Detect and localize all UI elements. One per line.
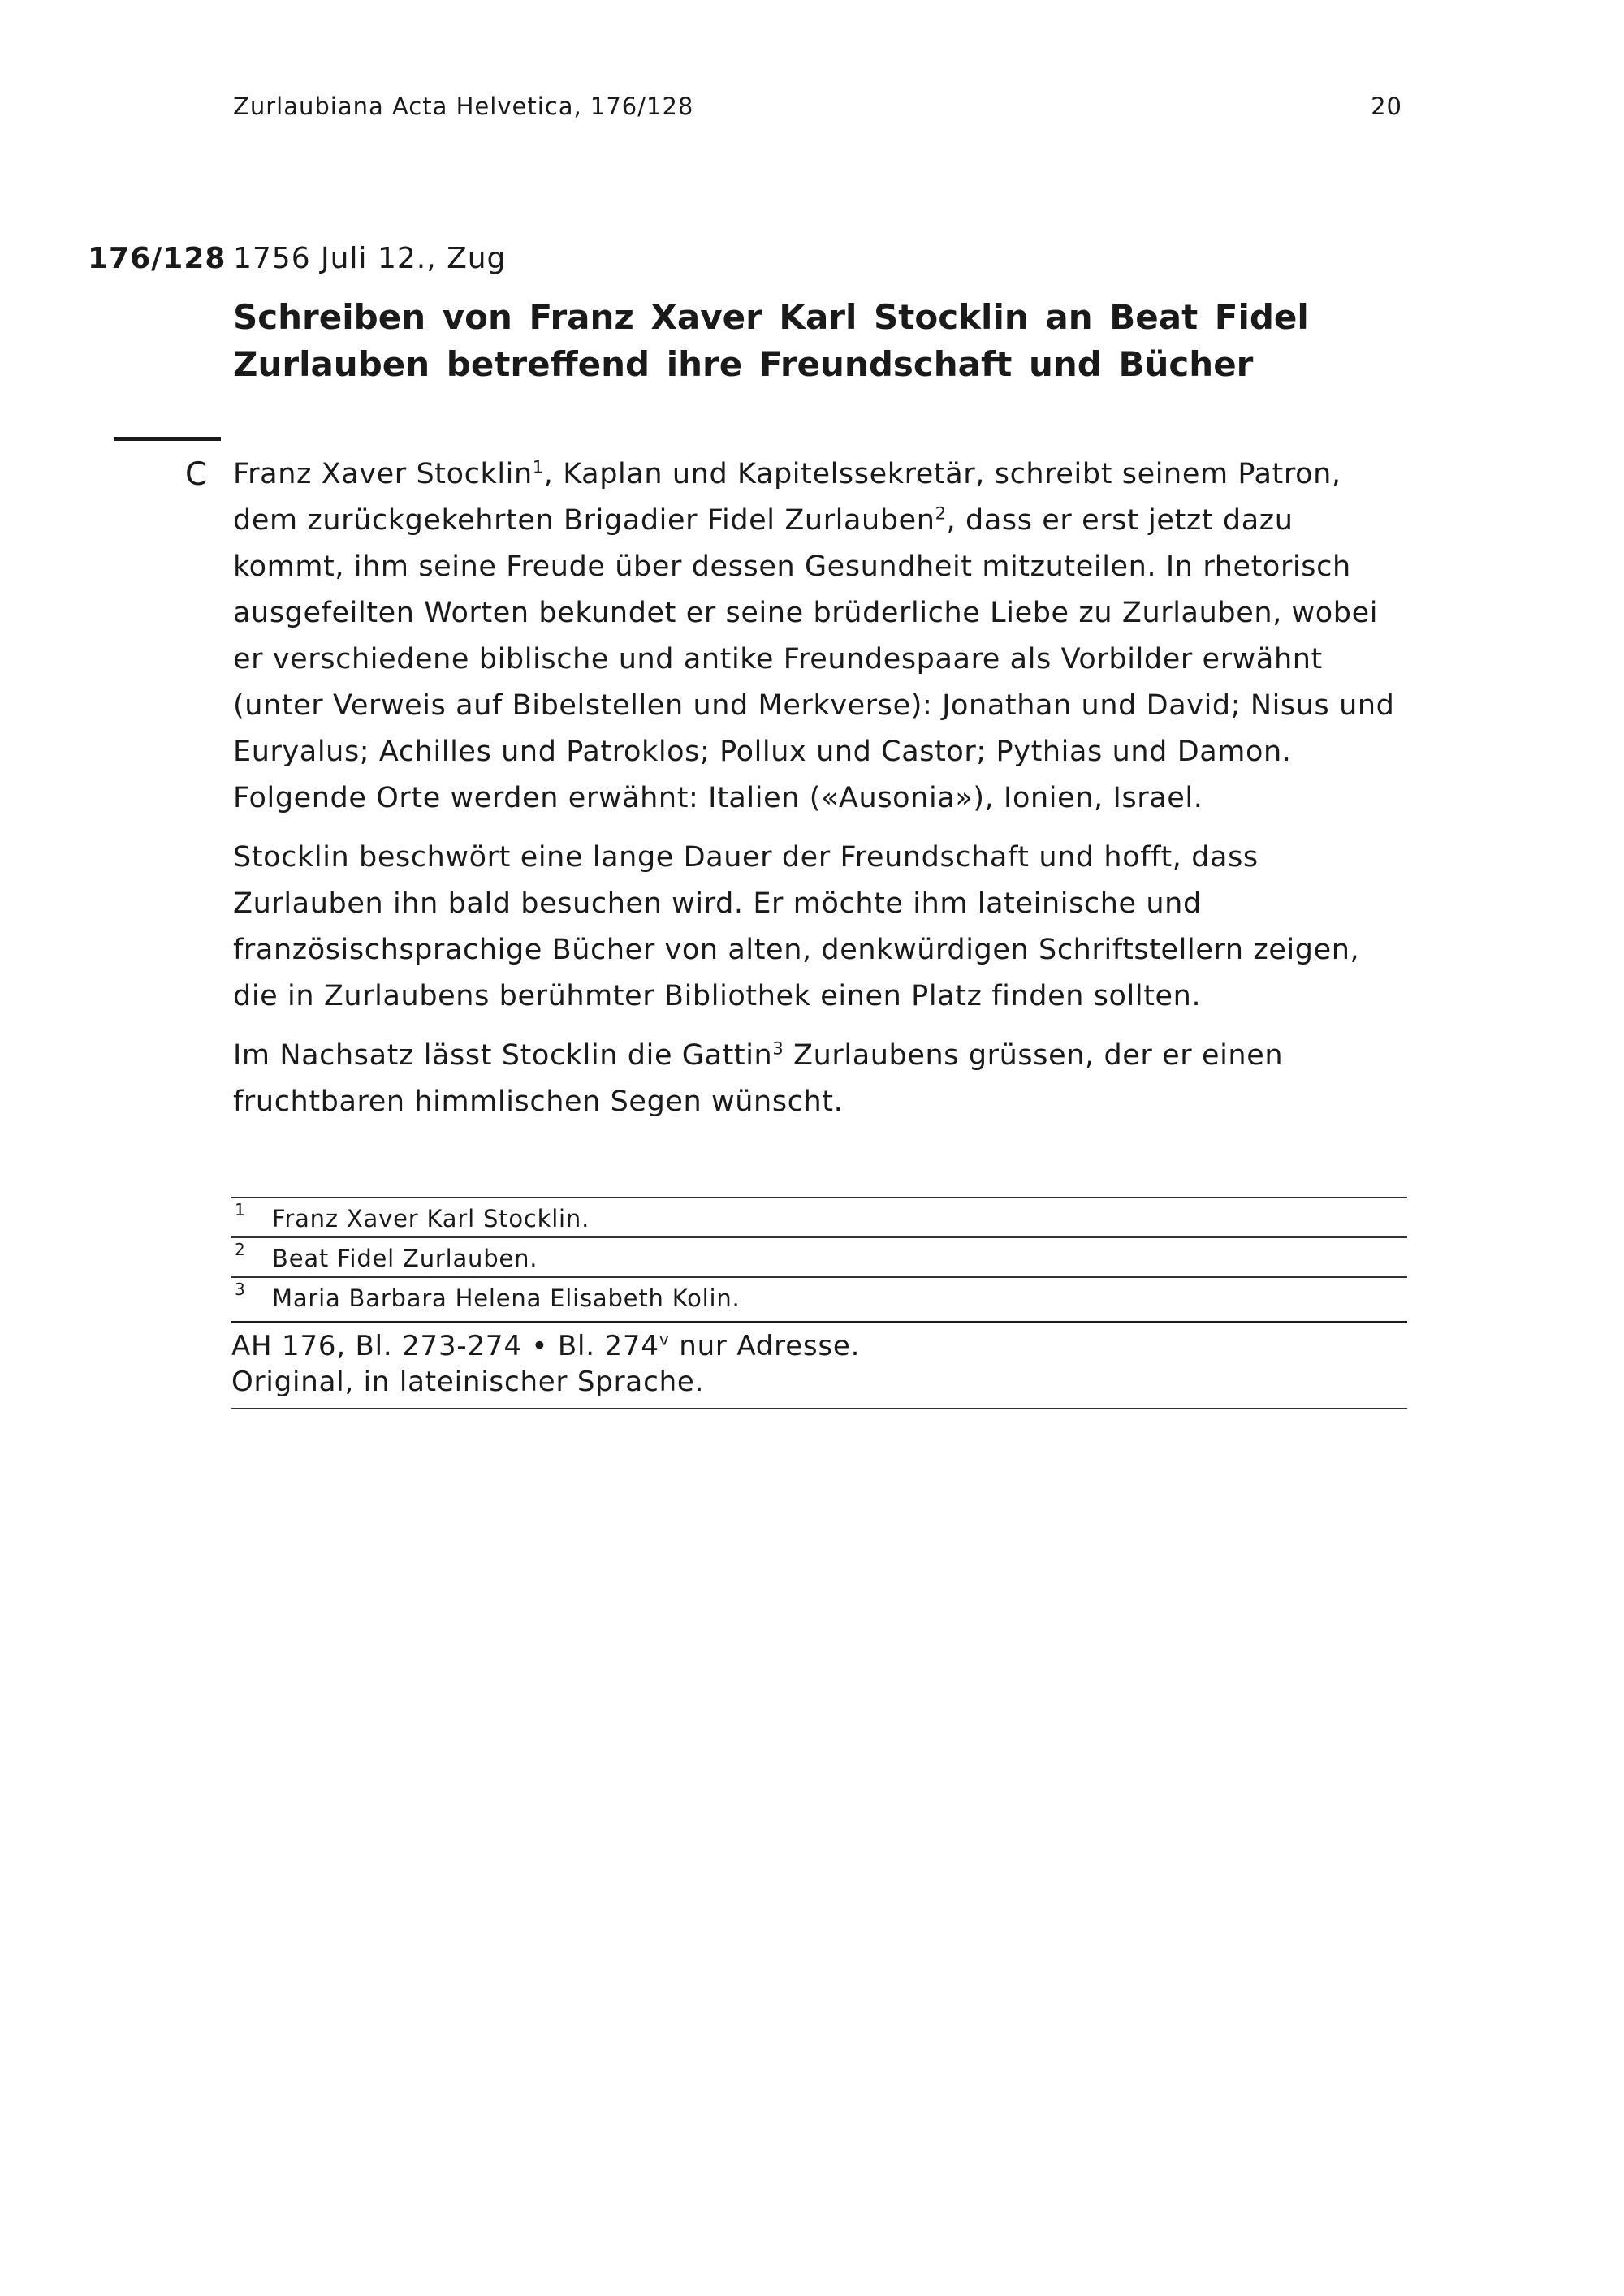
- footnote-number: 2: [235, 1240, 246, 1259]
- footnote-ref-3[interactable]: 3: [772, 1038, 784, 1059]
- document-id: 176/128: [88, 242, 227, 275]
- summary-text: , Kaplan und Kapitelssekretär, schreibt seinem Patron, dem zurückgekehrten Brigadier Fidel Zurlauben: [233, 458, 1341, 537]
- running-title: Zurlaubiana Acta Helvetica, 176/128: [233, 93, 694, 120]
- source-text: AH 176, Bl. 273-274 • Bl. 274: [231, 1330, 659, 1362]
- footnote-number: 3: [235, 1280, 246, 1299]
- footnote-text: Beat Fidel Zurlauben.: [272, 1245, 538, 1272]
- source-text: nur Adresse.: [669, 1330, 861, 1362]
- footnotes: [231, 1197, 1407, 1323]
- summary-paragraph-2: Stocklin beschwört eine lange Dauer der Freundschaft und hofft, dass Zurlauben ihn bald besuchen wird. Er möchte ihm lateinische und französischsprachige Bücher von alten, denkwürdigen Schriftstellern zeigen, die in Zurlaubens berühmter Bibliothek einen Platz finden sollten.: [233, 841, 1360, 1012]
- footnote-text: Maria Barbara Helena Elisabeth Kolin.: [272, 1284, 741, 1312]
- summary-paragraph-1: [233, 451, 1402, 822]
- document-title: Schreiben von Franz Xaver Karl Stocklin an Beat Fidel Zurlauben betreffend ihre Freundschaft und Bücher: [233, 297, 1309, 384]
- summary-text: Franz Xaver Stocklin: [233, 458, 533, 490]
- footnote-text: Franz Xaver Karl Stocklin.: [272, 1205, 590, 1232]
- document-date-place: 1756 Juli 12., Zug: [233, 242, 507, 275]
- source-line-2: Original, in lateinischer Sprache.: [231, 1366, 705, 1398]
- footnote: [231, 1276, 1407, 1323]
- source-note: [231, 1328, 1407, 1409]
- summary-text: Im Nachsatz lässt Stocklin die Gattin: [233, 1039, 773, 1072]
- footnote: [231, 1236, 1407, 1276]
- summary: [233, 451, 1402, 1138]
- section-marker: C: [185, 456, 208, 493]
- source-line-1: [231, 1328, 1407, 1364]
- margin-rule: [114, 437, 221, 441]
- footnote-number: 1: [235, 1200, 246, 1219]
- footnote: [231, 1197, 1407, 1236]
- footnote-ref-1[interactable]: 1: [532, 457, 544, 477]
- summary-text: , dass er erst jetzt dazu kommt, ihm seine Freude über dessen Gesundheit mitzuteilen. In rhetorisch ausgefeilten Worten bekundet er seine brüderliche Liebe zu Zurlauben, wobei er verschiedene biblische und antike Freundespaare als Vorbilder erwähnt (unter Verweis auf Bibelstellen und Merkverse): Jonathan und David; Nisus und Euryalus; Achilles und Patroklos; Pollux und Castor; Pythias und Damon. Folgende Orte werden erwähnt: Italien («Ausonia»), Ionien, Israel.: [233, 504, 1395, 814]
- verso-mark: v: [659, 1329, 670, 1349]
- footnote-ref-2[interactable]: 2: [935, 503, 947, 524]
- page-number: 20: [1371, 93, 1402, 120]
- summary-text: Zurlaubens grüssen, der er einen fruchtbaren himmlischen Segen wünscht.: [233, 1039, 1284, 1118]
- summary-paragraph-3: [233, 1033, 1402, 1125]
